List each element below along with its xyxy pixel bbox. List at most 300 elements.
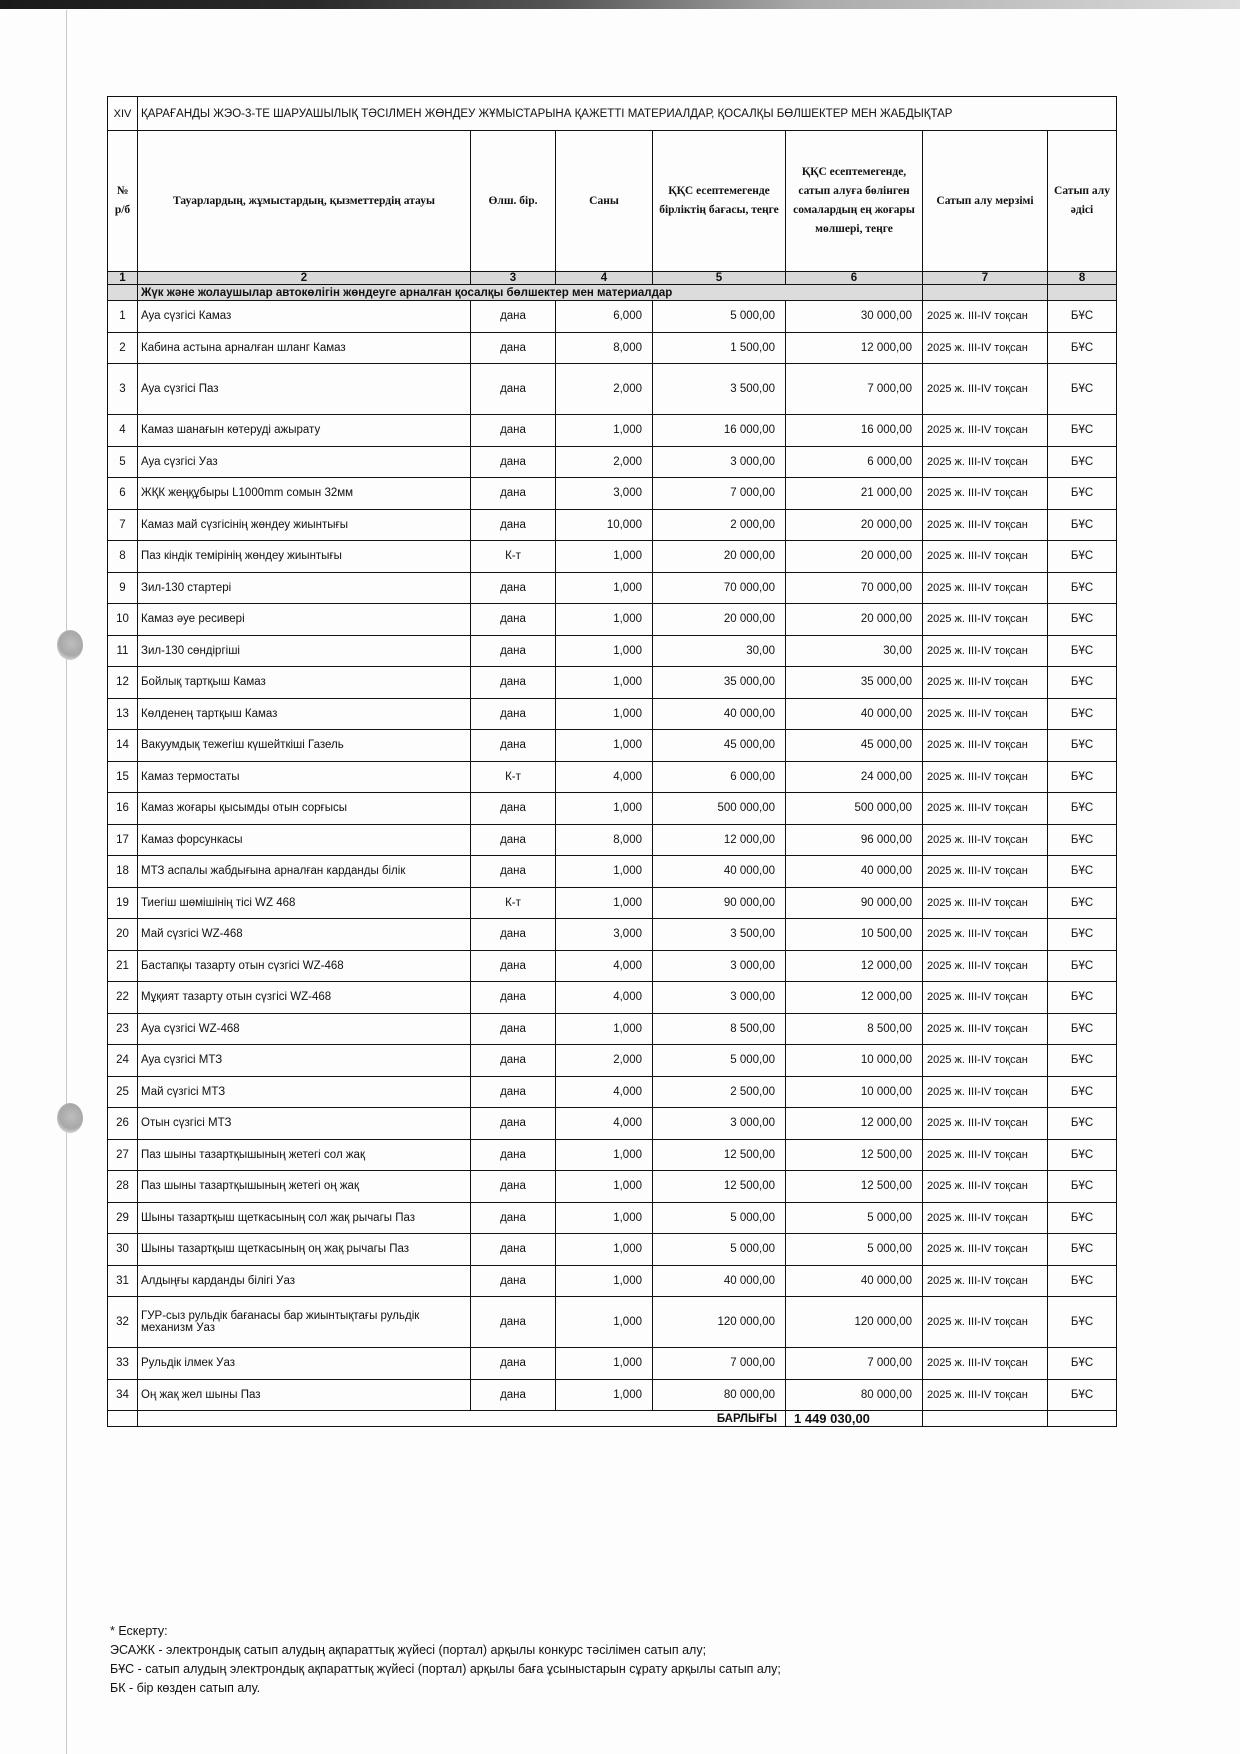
- purchase-term: 2025 ж. III-IV тоқсан: [923, 604, 1048, 636]
- unit: К-т: [471, 887, 556, 919]
- table-row: [108, 982, 1117, 1014]
- purchase-method: БҰС: [1048, 887, 1117, 919]
- unit: дана: [471, 604, 556, 636]
- unit: дана: [471, 1234, 556, 1266]
- item-name: Мұқият тазарту отын сүзгісі WZ-468: [138, 982, 471, 1014]
- row-number: 24: [108, 1045, 138, 1077]
- table-row: [108, 1265, 1117, 1297]
- table-row: [108, 824, 1117, 856]
- item-name: Камаз форсункасы: [138, 824, 471, 856]
- max-amount: 12 000,00: [786, 1108, 923, 1140]
- max-amount: 10 000,00: [786, 1045, 923, 1077]
- item-name: Камаз шанағын көтеруді ажырату: [138, 415, 471, 447]
- unit: дана: [471, 415, 556, 447]
- purchase-term: 2025 ж. III-IV тоқсан: [923, 509, 1048, 541]
- unit: дана: [471, 982, 556, 1014]
- purchase-method: БҰС: [1048, 824, 1117, 856]
- quantity: 1,000: [556, 1013, 653, 1045]
- group-spacer: [1048, 285, 1117, 301]
- quantity: 8,000: [556, 332, 653, 364]
- row-number: 9: [108, 572, 138, 604]
- row-number: 33: [108, 1348, 138, 1380]
- unit-price: 40 000,00: [653, 698, 786, 730]
- unit-price: 8 500,00: [653, 1013, 786, 1045]
- quantity: 1,000: [556, 698, 653, 730]
- row-number: 10: [108, 604, 138, 636]
- table-row: [108, 793, 1117, 825]
- footnote-line: БҰС - сатып алудың электрондық ақпараттық жүйесі (портал) арқылы баға ұсыныстарын сұрату арқылы сатып алу;: [110, 1662, 781, 1676]
- purchase-method: БҰС: [1048, 1108, 1117, 1140]
- table-row: [108, 301, 1117, 333]
- row-number: 15: [108, 761, 138, 793]
- table-row: [108, 1297, 1117, 1348]
- unit-price: 1 500,00: [653, 332, 786, 364]
- table-row: [108, 1202, 1117, 1234]
- purchase-term: 2025 ж. III-IV тоқсан: [923, 541, 1048, 573]
- unit-price: 30,00: [653, 635, 786, 667]
- table-row: [108, 1045, 1117, 1077]
- purchase-term: 2025 ж. III-IV тоқсан: [923, 950, 1048, 982]
- group-title: Жүк және жолаушылар автокөлігін жөндеуге арналған қосалқы бөлшектер мен материалдар: [138, 285, 923, 301]
- table-row: [108, 478, 1117, 510]
- quantity: 4,000: [556, 950, 653, 982]
- purchase-term: 2025 ж. III-IV тоқсан: [923, 730, 1048, 762]
- unit: дана: [471, 1045, 556, 1077]
- purchase-term: 2025 ж. III-IV тоқсан: [923, 667, 1048, 699]
- item-name: ЖҚК жеңқұбыры L1000mm сомын 32мм: [138, 478, 471, 510]
- unit: дана: [471, 332, 556, 364]
- unit: К-т: [471, 761, 556, 793]
- unit: дана: [471, 1013, 556, 1045]
- unit-price: 5 000,00: [653, 1045, 786, 1077]
- table-row: [108, 698, 1117, 730]
- scan-edge-shadow: [0, 0, 1240, 9]
- item-name: Паз кіндік темірінің жөндеу жиынтығы: [138, 541, 471, 573]
- table-row: [108, 446, 1117, 478]
- group-spacer: [108, 285, 138, 301]
- table-row: [108, 604, 1117, 636]
- quantity: 6,000: [556, 301, 653, 333]
- purchase-term: 2025 ж. III-IV тоқсан: [923, 572, 1048, 604]
- item-name: Ауа сүзгісі Паз: [138, 364, 471, 415]
- max-amount: 10 500,00: [786, 919, 923, 951]
- item-name: Камаз жоғары қысымды отын сорғысы: [138, 793, 471, 825]
- unit-price: 7 000,00: [653, 478, 786, 510]
- purchase-method: БҰС: [1048, 1076, 1117, 1108]
- purchase-method: БҰС: [1048, 604, 1117, 636]
- column-number: 2: [138, 272, 471, 285]
- purchase-method: БҰС: [1048, 446, 1117, 478]
- item-name: Ауа сүзгісі Уаз: [138, 446, 471, 478]
- purchase-term: 2025 ж. III-IV тоқсан: [923, 635, 1048, 667]
- purchase-method: БҰС: [1048, 793, 1117, 825]
- quantity: 1,000: [556, 1202, 653, 1234]
- unit: дана: [471, 1348, 556, 1380]
- item-name: Май сүзгісі WZ-468: [138, 919, 471, 951]
- quantity: 1,000: [556, 730, 653, 762]
- table-row: [108, 635, 1117, 667]
- item-name: Паз шыны тазартқышының жетегі оң жақ: [138, 1171, 471, 1203]
- row-number: 26: [108, 1108, 138, 1140]
- item-name: Бастапқы тазарту отын сүзгісі WZ-468: [138, 950, 471, 982]
- max-amount: 10 000,00: [786, 1076, 923, 1108]
- column-number: 7: [923, 272, 1048, 285]
- column-number: 5: [653, 272, 786, 285]
- max-amount: 40 000,00: [786, 1265, 923, 1297]
- unit-price: 3 000,00: [653, 982, 786, 1014]
- quantity: 1,000: [556, 856, 653, 888]
- row-number: 17: [108, 824, 138, 856]
- total-value: 1 449 030,00: [786, 1411, 923, 1427]
- section-title-row: [108, 97, 1117, 131]
- table-row: [108, 919, 1117, 951]
- item-name: Оң жақ жел шыны Паз: [138, 1379, 471, 1411]
- purchase-term: 2025 ж. III-IV тоқсан: [923, 919, 1048, 951]
- unit: дана: [471, 824, 556, 856]
- row-number: 19: [108, 887, 138, 919]
- item-name: Паз шыны тазартқышының жетегі сол жақ: [138, 1139, 471, 1171]
- quantity: 1,000: [556, 1297, 653, 1348]
- header-num: № р/б: [108, 131, 138, 272]
- purchase-method: БҰС: [1048, 1171, 1117, 1203]
- item-name: ГУР-сыз рульдік бағанасы бар жиынтықтағы рульдік механизм Уаз: [138, 1297, 471, 1348]
- purchase-term: 2025 ж. III-IV тоқсан: [923, 824, 1048, 856]
- quantity: 1,000: [556, 572, 653, 604]
- quantity: 3,000: [556, 919, 653, 951]
- unit-price: 90 000,00: [653, 887, 786, 919]
- unit-price: 3 500,00: [653, 364, 786, 415]
- unit-price: 40 000,00: [653, 1265, 786, 1297]
- purchase-term: 2025 ж. III-IV тоқсан: [923, 1045, 1048, 1077]
- purchase-term: 2025 ж. III-IV тоқсан: [923, 1139, 1048, 1171]
- footnote-line: ЭСАЖК - электрондық сатып алудың ақпараттық жүйесі (портал) арқылы конкурс тәсілімен сатып алу;: [110, 1643, 707, 1657]
- max-amount: 40 000,00: [786, 698, 923, 730]
- unit-price: 3 500,00: [653, 919, 786, 951]
- header-name: Тауарлардың, жұмыстардың, қызметтердің атауы: [138, 131, 471, 272]
- item-name: Камаз май сүзгісінің жөндеу жиынтығы: [138, 509, 471, 541]
- unit: дана: [471, 1108, 556, 1140]
- row-number: 11: [108, 635, 138, 667]
- unit: дана: [471, 1171, 556, 1203]
- max-amount: 12 000,00: [786, 982, 923, 1014]
- max-amount: 45 000,00: [786, 730, 923, 762]
- table-row: [108, 1348, 1117, 1380]
- quantity: 1,000: [556, 887, 653, 919]
- quantity: 2,000: [556, 1045, 653, 1077]
- max-amount: 70 000,00: [786, 572, 923, 604]
- table-row: [108, 1108, 1117, 1140]
- column-number: 3: [471, 272, 556, 285]
- table-row: [108, 1139, 1117, 1171]
- row-number: 5: [108, 446, 138, 478]
- unit: дана: [471, 856, 556, 888]
- item-name: Май сүзгісі МТЗ: [138, 1076, 471, 1108]
- purchase-method: БҰС: [1048, 698, 1117, 730]
- max-amount: 7 000,00: [786, 364, 923, 415]
- unit-price: 7 000,00: [653, 1348, 786, 1380]
- purchase-term: 2025 ж. III-IV тоқсан: [923, 793, 1048, 825]
- column-number: 4: [556, 272, 653, 285]
- total-spacer: [1048, 1411, 1117, 1427]
- unit-price: 5 000,00: [653, 1234, 786, 1266]
- quantity: 1,000: [556, 793, 653, 825]
- purchase-term: 2025 ж. III-IV тоқсан: [923, 1265, 1048, 1297]
- item-name: МТЗ аспалы жабдығына арналған карданды білік: [138, 856, 471, 888]
- row-number: 8: [108, 541, 138, 573]
- purchase-method: БҰС: [1048, 301, 1117, 333]
- punch-hole-icon: [57, 630, 83, 660]
- quantity: 4,000: [556, 1108, 653, 1140]
- quantity: 1,000: [556, 541, 653, 573]
- purchase-term: 2025 ж. III-IV тоқсан: [923, 1013, 1048, 1045]
- unit-price: 500 000,00: [653, 793, 786, 825]
- quantity: 1,000: [556, 604, 653, 636]
- max-amount: 12 500,00: [786, 1139, 923, 1171]
- unit-price: 35 000,00: [653, 667, 786, 699]
- unit: К-т: [471, 541, 556, 573]
- row-number: 29: [108, 1202, 138, 1234]
- purchase-method: БҰС: [1048, 1348, 1117, 1380]
- purchase-term: 2025 ж. III-IV тоқсан: [923, 1202, 1048, 1234]
- row-number: 7: [108, 509, 138, 541]
- header-method: Сатып алу әдісі: [1048, 131, 1117, 272]
- purchase-method: БҰС: [1048, 1045, 1117, 1077]
- unit: дана: [471, 301, 556, 333]
- unit: дана: [471, 698, 556, 730]
- row-number: 3: [108, 364, 138, 415]
- max-amount: 35 000,00: [786, 667, 923, 699]
- purchase-method: БҰС: [1048, 730, 1117, 762]
- footnote: [110, 1622, 781, 1698]
- item-name: Бойлық тартқыш Камаз: [138, 667, 471, 699]
- quantity: 8,000: [556, 824, 653, 856]
- max-amount: 20 000,00: [786, 604, 923, 636]
- table-row: [108, 572, 1117, 604]
- quantity: 2,000: [556, 446, 653, 478]
- purchase-term: 2025 ж. III-IV тоқсан: [923, 446, 1048, 478]
- unit: дана: [471, 793, 556, 825]
- header-qty: Саны: [556, 131, 653, 272]
- unit: дана: [471, 509, 556, 541]
- column-number: 1: [108, 272, 138, 285]
- header-max-amount: ҚҚС есептемегенде, сатып алуға бөлінген сомалардың ең жоғары мөлшері, теңге: [786, 131, 923, 272]
- purchase-term: 2025 ж. III-IV тоқсан: [923, 698, 1048, 730]
- unit-price: 3 000,00: [653, 950, 786, 982]
- unit: дана: [471, 1297, 556, 1348]
- group-title-row: [108, 285, 1117, 301]
- unit-price: 6 000,00: [653, 761, 786, 793]
- column-number-row: [108, 272, 1117, 285]
- purchase-term: 2025 ж. III-IV тоқсан: [923, 1234, 1048, 1266]
- quantity: 4,000: [556, 1076, 653, 1108]
- unit-price: 2 000,00: [653, 509, 786, 541]
- unit-price: 12 500,00: [653, 1139, 786, 1171]
- table-row: [108, 1013, 1117, 1045]
- purchase-method: БҰС: [1048, 332, 1117, 364]
- item-name: Вакуумдық тежегіш күшейткіші Газель: [138, 730, 471, 762]
- item-name: Көлденең тартқыш Камаз: [138, 698, 471, 730]
- max-amount: 96 000,00: [786, 824, 923, 856]
- item-name: Шыны тазартқыш щеткасының сол жақ рычагы Паз: [138, 1202, 471, 1234]
- table-row: [108, 1076, 1117, 1108]
- unit-price: 5 000,00: [653, 301, 786, 333]
- header-unit-price: ҚҚС есептемегенде бірліктің бағасы, теңге: [653, 131, 786, 272]
- unit-price: 80 000,00: [653, 1379, 786, 1411]
- purchase-term: 2025 ж. III-IV тоқсан: [923, 1379, 1048, 1411]
- column-number: 8: [1048, 272, 1117, 285]
- table-row: [108, 1379, 1117, 1411]
- unit: дана: [471, 950, 556, 982]
- header-term: Сатып алу мерзімі: [923, 131, 1048, 272]
- row-number: 25: [108, 1076, 138, 1108]
- unit: дана: [471, 1076, 556, 1108]
- purchase-method: БҰС: [1048, 1379, 1117, 1411]
- table-row: [108, 887, 1117, 919]
- item-name: Отын сүзгісі МТЗ: [138, 1108, 471, 1140]
- item-name: Алдыңғы карданды білігі Уаз: [138, 1265, 471, 1297]
- row-number: 12: [108, 667, 138, 699]
- purchase-method: БҰС: [1048, 509, 1117, 541]
- row-number: 23: [108, 1013, 138, 1045]
- unit-price: 20 000,00: [653, 541, 786, 573]
- table-row: [108, 332, 1117, 364]
- max-amount: 12 500,00: [786, 1171, 923, 1203]
- unit: дана: [471, 1379, 556, 1411]
- purchase-method: БҰС: [1048, 856, 1117, 888]
- max-amount: 120 000,00: [786, 1297, 923, 1348]
- table-row: [108, 364, 1117, 415]
- purchase-method: БҰС: [1048, 1265, 1117, 1297]
- row-number: 31: [108, 1265, 138, 1297]
- procurement-table: [107, 96, 1117, 1427]
- row-number: 27: [108, 1139, 138, 1171]
- unit-price: 3 000,00: [653, 1108, 786, 1140]
- total-spacer: [923, 1411, 1048, 1427]
- item-name: Ауа сүзгісі WZ-468: [138, 1013, 471, 1045]
- purchase-method: БҰС: [1048, 1202, 1117, 1234]
- item-name: Зил-130 сөндіргіші: [138, 635, 471, 667]
- section-title: ҚАРАҒАНДЫ ЖЭО-3-ТЕ ШАРУАШЫЛЫҚ ТӘСІЛМЕН ЖӨНДЕУ ЖҰМЫСТАРЫНА ҚАЖЕТТІ МАТЕРИАЛДАР, ҚОСАЛҚЫ БӨЛШЕКТЕР МЕН ЖАБДЫҚТАР: [138, 97, 1117, 131]
- purchase-term: 2025 ж. III-IV тоқсан: [923, 1297, 1048, 1348]
- max-amount: 20 000,00: [786, 509, 923, 541]
- unit: дана: [471, 1139, 556, 1171]
- unit: дана: [471, 730, 556, 762]
- quantity: 1,000: [556, 1379, 653, 1411]
- page-margin-line: [66, 10, 67, 1754]
- table-row: [108, 667, 1117, 699]
- row-number: 20: [108, 919, 138, 951]
- total-row: [108, 1411, 1117, 1427]
- section-number: XIV: [108, 97, 138, 131]
- item-name: Шыны тазартқыш щеткасының оң жақ рычагы Паз: [138, 1234, 471, 1266]
- purchase-method: БҰС: [1048, 541, 1117, 573]
- row-number: 34: [108, 1379, 138, 1411]
- unit: дана: [471, 635, 556, 667]
- purchase-term: 2025 ж. III-IV тоқсан: [923, 1171, 1048, 1203]
- max-amount: 90 000,00: [786, 887, 923, 919]
- table-row: [108, 509, 1117, 541]
- quantity: 1,000: [556, 1265, 653, 1297]
- purchase-method: БҰС: [1048, 1297, 1117, 1348]
- quantity: 1,000: [556, 1234, 653, 1266]
- table-row: [108, 541, 1117, 573]
- quantity: 1,000: [556, 635, 653, 667]
- table-row: [108, 761, 1117, 793]
- row-number: 28: [108, 1171, 138, 1203]
- max-amount: 24 000,00: [786, 761, 923, 793]
- table-row: [108, 1234, 1117, 1266]
- max-amount: 80 000,00: [786, 1379, 923, 1411]
- punch-hole-icon: [57, 1103, 83, 1133]
- item-name: Камаз әуе ресивері: [138, 604, 471, 636]
- group-spacer: [923, 285, 1048, 301]
- unit-price: 5 000,00: [653, 1202, 786, 1234]
- purchase-term: 2025 ж. III-IV тоқсан: [923, 301, 1048, 333]
- max-amount: 8 500,00: [786, 1013, 923, 1045]
- table-row: [108, 856, 1117, 888]
- unit: дана: [471, 1202, 556, 1234]
- quantity: 1,000: [556, 1348, 653, 1380]
- item-name: Ауа сүзгісі МТЗ: [138, 1045, 471, 1077]
- row-number: 14: [108, 730, 138, 762]
- row-number: 13: [108, 698, 138, 730]
- unit-price: 20 000,00: [653, 604, 786, 636]
- unit-price: 12 000,00: [653, 824, 786, 856]
- row-number: 22: [108, 982, 138, 1014]
- purchase-method: БҰС: [1048, 761, 1117, 793]
- purchase-term: 2025 ж. III-IV тоқсан: [923, 332, 1048, 364]
- unit: дана: [471, 667, 556, 699]
- purchase-term: 2025 ж. III-IV тоқсан: [923, 364, 1048, 415]
- table-row: [108, 950, 1117, 982]
- max-amount: 40 000,00: [786, 856, 923, 888]
- purchase-term: 2025 ж. III-IV тоқсан: [923, 1108, 1048, 1140]
- purchase-term: 2025 ж. III-IV тоқсан: [923, 478, 1048, 510]
- row-number: 6: [108, 478, 138, 510]
- purchase-method: БҰС: [1048, 572, 1117, 604]
- max-amount: 20 000,00: [786, 541, 923, 573]
- table-row: [108, 415, 1117, 447]
- purchase-term: 2025 ж. III-IV тоқсан: [923, 856, 1048, 888]
- quantity: 4,000: [556, 761, 653, 793]
- max-amount: 16 000,00: [786, 415, 923, 447]
- purchase-method: БҰС: [1048, 1139, 1117, 1171]
- max-amount: 7 000,00: [786, 1348, 923, 1380]
- item-name: Рульдік ілмек Уаз: [138, 1348, 471, 1380]
- unit: дана: [471, 446, 556, 478]
- purchase-term: 2025 ж. III-IV тоқсан: [923, 1076, 1048, 1108]
- purchase-method: БҰС: [1048, 667, 1117, 699]
- footnote-line: БК - бір көзден сатып алу.: [110, 1681, 261, 1695]
- max-amount: 30 000,00: [786, 301, 923, 333]
- row-number: 18: [108, 856, 138, 888]
- purchase-method: БҰС: [1048, 478, 1117, 510]
- header-unit: Өлш. бір.: [471, 131, 556, 272]
- row-number: 4: [108, 415, 138, 447]
- row-number: 1: [108, 301, 138, 333]
- table-row: [108, 730, 1117, 762]
- max-amount: 500 000,00: [786, 793, 923, 825]
- unit-price: 45 000,00: [653, 730, 786, 762]
- purchase-method: БҰС: [1048, 982, 1117, 1014]
- max-amount: 5 000,00: [786, 1202, 923, 1234]
- quantity: 1,000: [556, 1171, 653, 1203]
- unit: дана: [471, 919, 556, 951]
- purchase-term: 2025 ж. III-IV тоқсан: [923, 982, 1048, 1014]
- quantity: 1,000: [556, 415, 653, 447]
- quantity: 1,000: [556, 1139, 653, 1171]
- row-number: 30: [108, 1234, 138, 1266]
